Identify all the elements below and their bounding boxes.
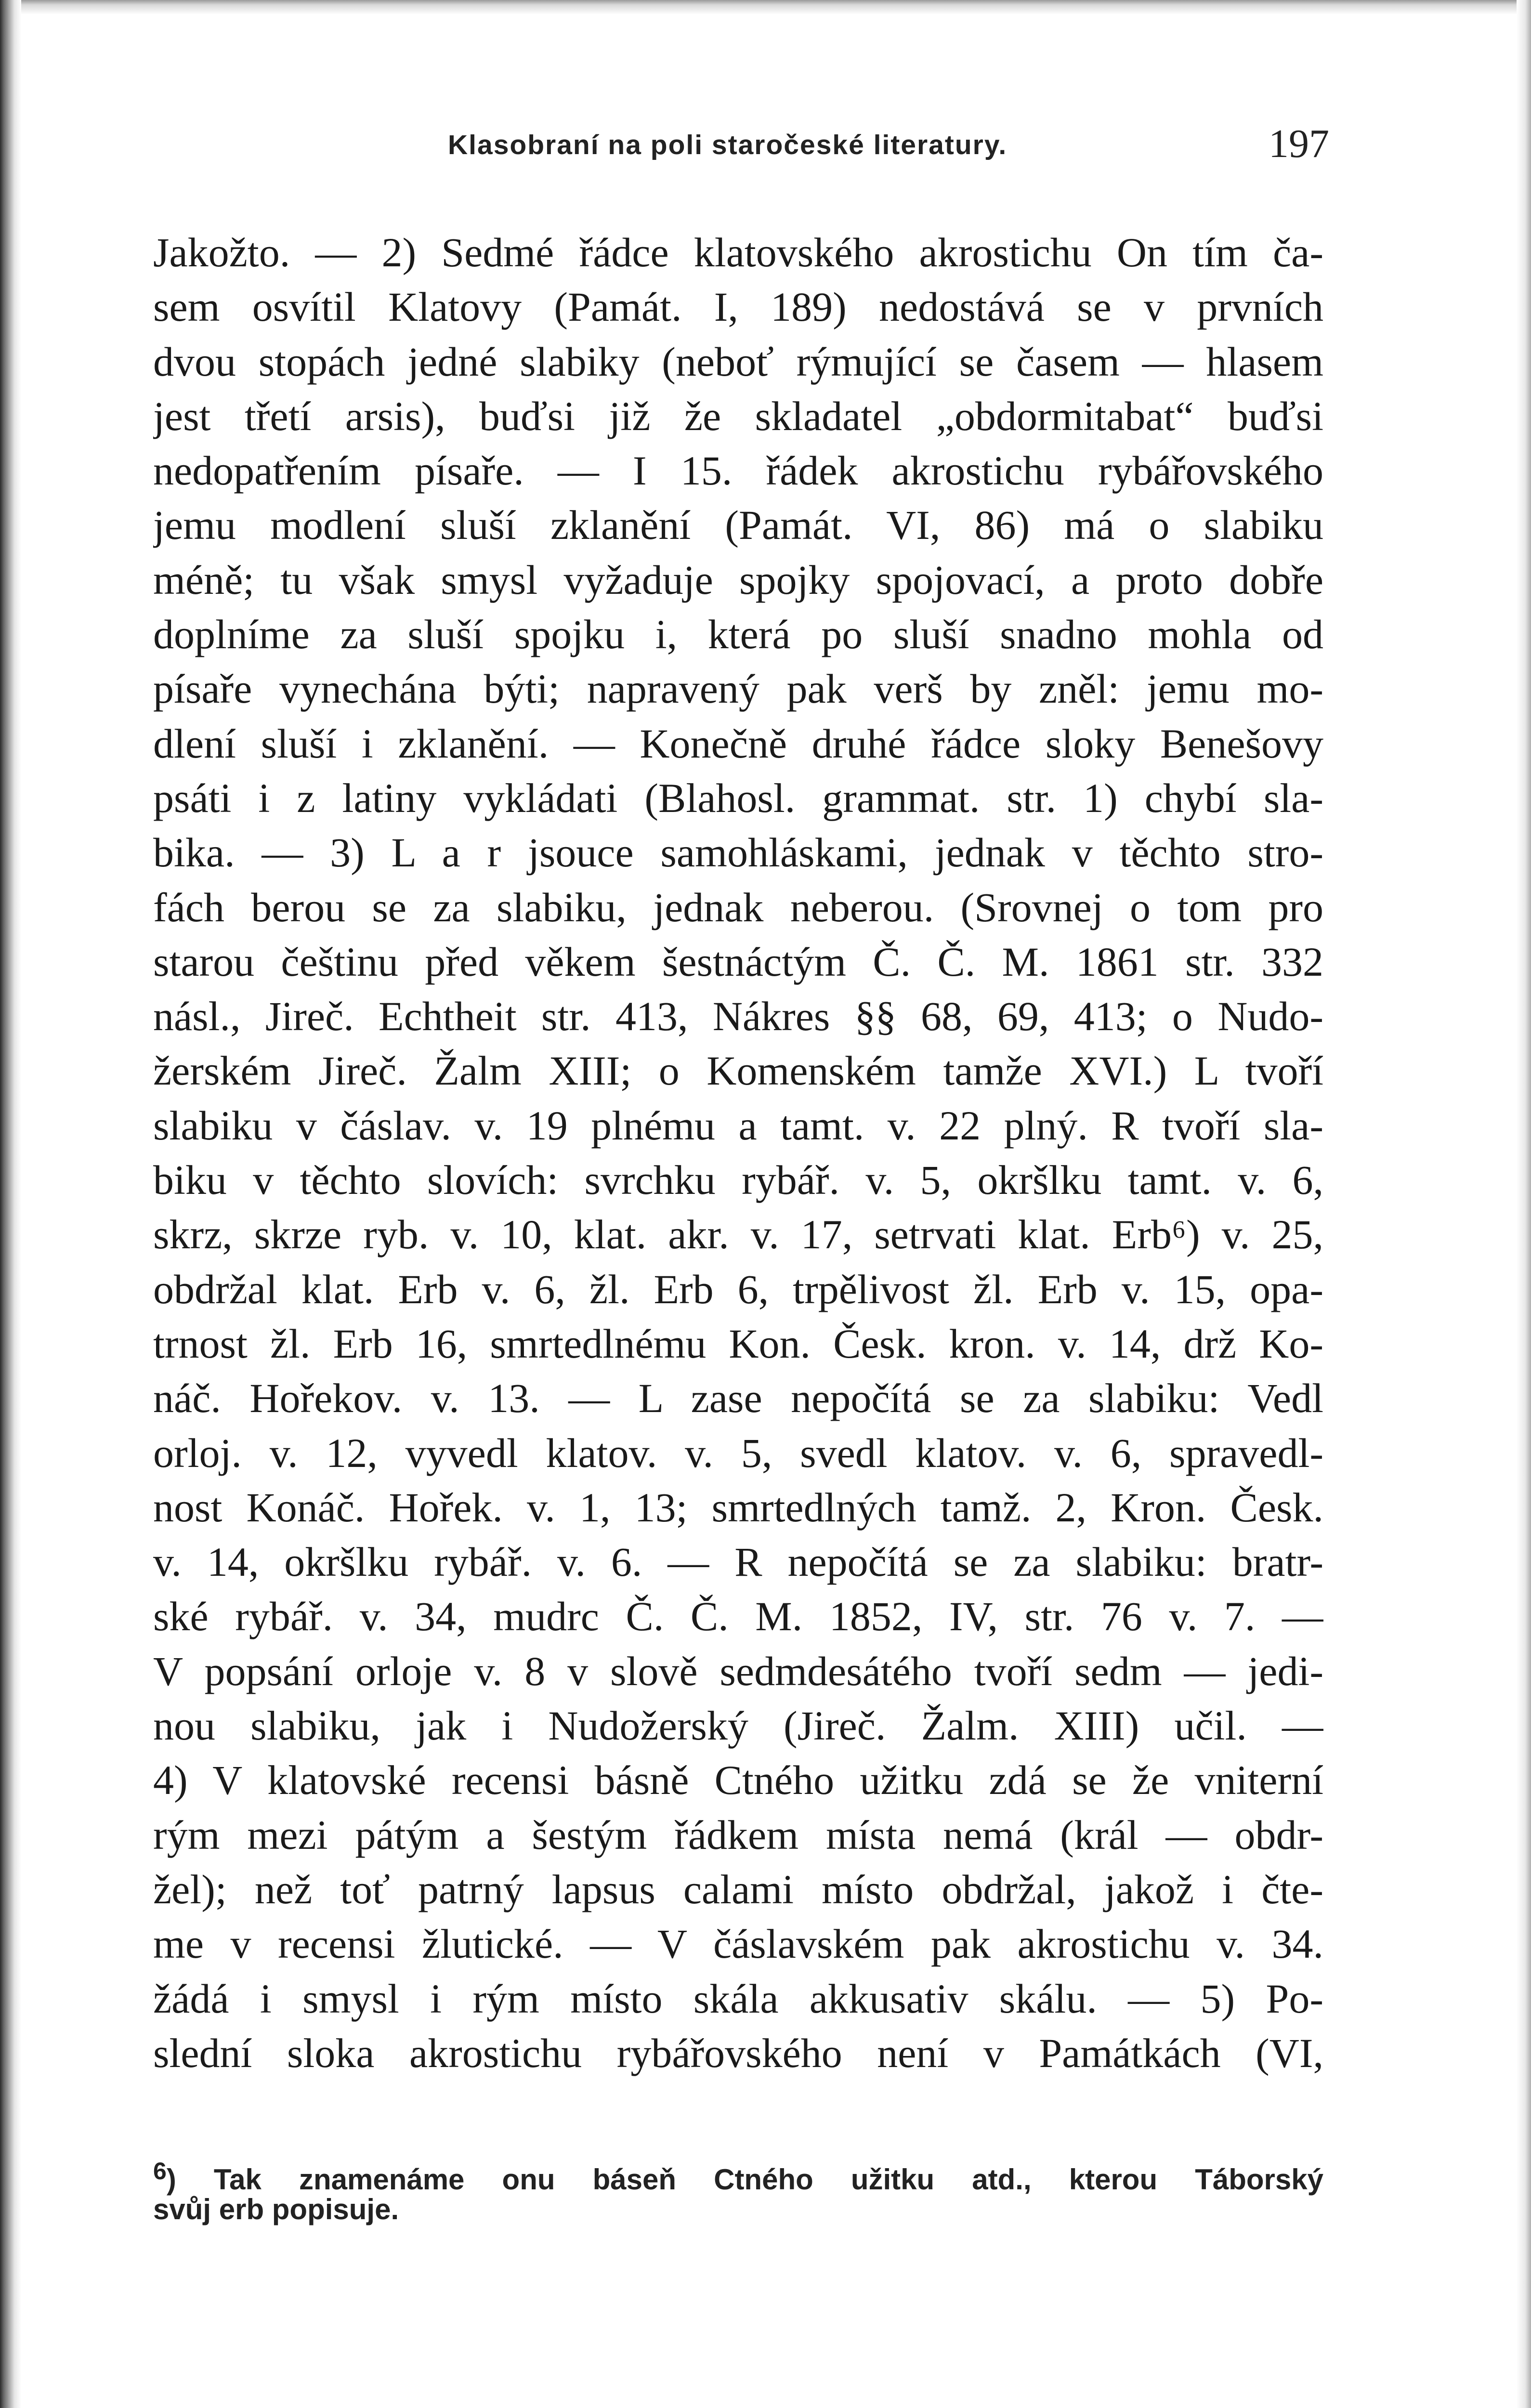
text-line-20: obdržal klat. Erb v. 6, žl. Erb 6, trpělivost žl. Erb v. 15, opa-	[153, 1266, 1323, 1312]
text-line-19: skrz, skrze ryb. v. 10, klat. akr. v. 17, setrvati klat. Erb⁶) v. 25,	[153, 1211, 1323, 1258]
text-line-27: V popsání orloje v. 8 v slově sedmdesátého tvoří sedm — jedi-	[153, 1648, 1323, 1694]
text-line-6: jemu modlení sluší zklanění (Památ. VI, 86) má o slabiku	[153, 502, 1323, 549]
page-binding-edge	[0, 0, 21, 2408]
text-line-21: trnost žl. Erb 16, smrtedlnému Kon. Česk. kron. v. 14, drž Ko-	[153, 1320, 1323, 1367]
text-line-4: jest třetí arsis), buďsi již že skladatel „obdormitabat“ buďsi	[153, 393, 1323, 439]
text-line-5: nedopatřením písaře. — I 15. řádek akrostichu rybářovského	[153, 447, 1323, 494]
body-text	[153, 225, 1323, 2081]
page-header	[149, 120, 1329, 178]
text-line-9: písaře vynechána býti; napravený pak verš by zněl: jemu mo-	[153, 666, 1323, 712]
text-line-13: fách berou se za slabiku, jednak neberou. (Srovnej o tom pro	[153, 884, 1323, 930]
running-head: Klasobraní na poli staročeské literatury.	[448, 130, 1008, 160]
footnote-marker: 6	[153, 2158, 167, 2185]
text-line-10: dlení sluší i zklanění. — Konečně druhé řádce sloky Benešovy	[153, 720, 1323, 767]
text-line-8: doplníme za sluší spojku i, která po sluší snadno mohla od	[153, 611, 1323, 658]
text-line-18: biku v těchto slovích: svrchku rybář. v. 5, okršlku tamt. v. 6,	[153, 1157, 1323, 1204]
text-line-12: bika. — 3) L a r jsouce samohláskami, jednak v těchto stro-	[153, 829, 1323, 876]
page-number: 197	[1269, 121, 1329, 166]
page-top-edge	[0, 0, 1531, 14]
text-line-23: orloj. v. 12, vyvedl klatov. v. 5, svedl klatov. v. 6, spravedl-	[153, 1429, 1323, 1476]
text-line-24: nost Konáč. Hořek. v. 1, 13; smrtedlných tamž. 2, Kron. Česk.	[153, 1484, 1323, 1531]
text-line-15: násl., Jireč. Echtheit str. 413, Nákres §§ 68, 69, 413; o Nudo-	[153, 993, 1323, 1040]
text-line-22: náč. Hořekov. v. 13. — L zase nepočítá se za slabiku: Vedl	[153, 1375, 1323, 1422]
text-line-11: psáti i z latiny vykládati (Blahosl. grammat. str. 1) chybí sla-	[153, 774, 1323, 821]
footnote-line-1: $^6$) Tak znamenáme onu báseň Ctného užitku atd., kterou Táborský	[153, 2158, 1323, 2196]
page-right-edge	[1517, 0, 1531, 2408]
text-line-25: v. 14, okršlku rybář. v. 6. — R nepočítá se za slabiku: bratr-	[153, 1539, 1323, 1585]
text-line-26: ské rybář. v. 34, mudrc Č. Č. M. 1852, IV, str. 76 v. 7. —	[153, 1593, 1323, 1640]
text-line-33: žádá i smysl i rým místo skála akkusativ skálu. — 5) Po-	[153, 1975, 1323, 2022]
text-line-34: slední sloka akrostichu rybářovského není v Památkách (VI,	[153, 2029, 1323, 2076]
footnote	[153, 2152, 1323, 2229]
text-line-28: nou slabiku, jak i Nudožerský (Jireč. Žalm. XIII) učil. —	[153, 1702, 1323, 1749]
text-line-17: slabiku v čáslav. v. 19 plnému a tamt. v. 22 plný. R tvoří sla-	[153, 1102, 1323, 1149]
footnote-line-2: svůj erb popisuje.	[153, 2193, 399, 2225]
text-line-14: starou češtinu před věkem šestnáctým Č. Č. M. 1861 str. 332	[153, 938, 1323, 985]
text-line-29: 4) V klatovské recensi básně Ctného užitku zdá se že vniterní	[153, 1757, 1323, 1804]
text-line-16: žerském Jireč. Žalm XIII; o Komenském tamže XVI.) L tvoří	[153, 1047, 1323, 1094]
text-line-32: me v recensi žlutické. — V čáslavském pak akrostichu v. 34.	[153, 1921, 1323, 1967]
text-line-31: žel); než toť patrný lapsus calami místo obdržal, jakož i čte-	[153, 1866, 1323, 1912]
text-line-30: rým mezi pátým a šestým řádkem místa nemá (král — obdr-	[153, 1811, 1323, 1858]
text-line-2: sem osvítil Klatovy (Památ. I, 189) nedostává se v prvních	[153, 284, 1323, 330]
text-line-7: méně; tu však smysl vyžaduje spojky spojovací, a proto dobře	[153, 556, 1323, 603]
text-line-1: Jakožto. — 2) Sedmé řádce klatovského akrostichu On tím ča-	[153, 229, 1323, 275]
text-line-3: dvou stopách jedné slabiky (neboť rýmující se časem — hlasem	[153, 338, 1323, 385]
